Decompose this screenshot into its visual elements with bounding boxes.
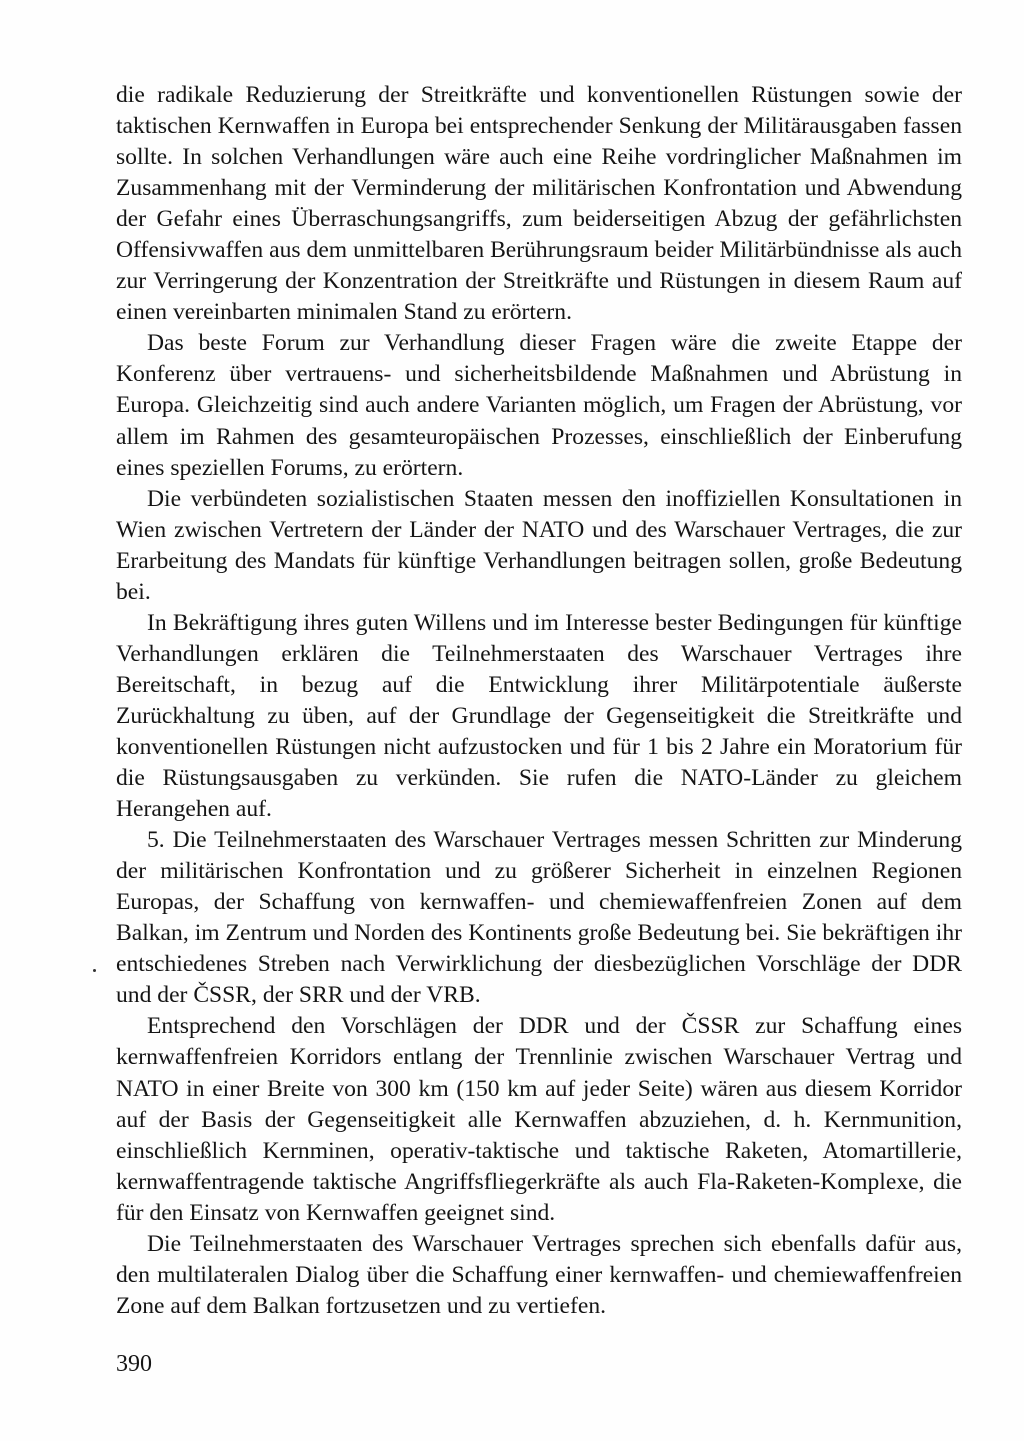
paragraph: Das beste Forum zur Verhandlung dieser Fragen wäre die zweite Etappe der Konferenz über vertrauens- und sicherheitsbildende Maßnahmen und Abrüstung in Europa. Gleichzeitig sind auch andere Varianten möglich, um Fragen der Abrüstung, vor allem im Rahmen des gesamteuropäischen Prozesses, einschließlich der Einberufung eines speziellen Forums, zu erörtern. [116, 330, 962, 481]
body-text [116, 80, 962, 1322]
paragraph: Entsprechend den Vorschlägen der DDR und der ČSSR zur Schaffung eines kernwaffenfreien Korridors entlang der Trennlinie zwischen Warschauer Vertrag und NATO in einer Breite von 300 km (150 km auf jeder Seite) wären aus diesem Korridor auf der Basis der Gegenseitigkeit alle Kernwaffen abzuziehen, d. h. Kernmunition, einschließlich Kernminen, operativ-taktische und taktische Raketen, Atomartillerie, kernwaffentragende taktische Angriffsfliegerkräfte als auch Fla-Raketen-Komplexe, die für den Einsatz von Kernwaffen geeignet sind. [116, 1013, 962, 1226]
paragraph: 5. Die Teilnehmerstaaten des Warschauer Vertrages messen Schritten zur Minderung der militärischen Konfrontation und zu größerer Sicherheit in einzelnen Regionen Europas, der Schaffung von kernwaffen- und chemiewaffenfreien Zonen auf dem Balkan, im Zentrum und Norden des Kontinents große Bedeutung bei. Sie bekräftigen ihr entschiedenes Streben nach Verwirklichung der diesbezüglichen Vorschläge der DDR und der ČSSR, der SRR und der VRB. [116, 827, 962, 1009]
paragraph: Die Teilnehmerstaaten des Warschauer Vertrages sprechen sich ebenfalls dafür aus, den multilateralen Dialog über die Schaffung einer kernwaffen- und chemiewaffenfreien Zone auf dem Balkan fortzusetzen und zu vertiefen. [116, 1230, 962, 1319]
paragraph: Die verbündeten sozialistischen Staaten messen den inoffiziellen Konsultationen in Wien zwischen Vertretern der Länder der NATO und des Warschauer Vertrages, die zur Erarbeitung des Mandats für künftige Verhandlungen beitragen sollen, große Bedeutung bei. [116, 485, 962, 605]
page-number: 390 [116, 1351, 152, 1377]
paragraph: In Bekräftigung ihres guten Willens und im Interesse bester Bedingungen für künftige Verhandlungen erklären die Teilnehmerstaaten des Warschauer Vertrages ihre Bereitschaft, in bezug auf die Entwicklung ihrer Militärpotentiale äußerste Zurückhaltung zu üben, auf der Grundlage der Gegenseitigkeit die Streitkräfte und konventionellen Rüstungen nicht aufzustocken und für 1 bis 2 Jahre ein Moratorium für die Rüstungsausgaben zu verkünden. Sie rufen die NATO-Länder zu gleichem Herangehen auf. [116, 609, 962, 823]
print-speck [93, 969, 96, 972]
paragraph: die radikale Reduzierung der Streitkräfte und konventionellen Rüstungen sowie der taktischen Kernwaffen in Europa bei entsprechender Senkung der Militärausgaben fassen sollte. In solchen Verhandlungen wäre auch eine Reihe vordringlicher Maßnahmen im Zusammenhang mit der Verminderung der militärischen Konfrontation und Abwendung der Gefahr eines Überraschungsangriffs, zum beiderseitigen Abzug der gefährlichsten Offensivwaffen aus dem unmittelbaren Berührungsraum beider Militärbündnisse als auch zur Verringerung der Konzentration der Streitkräfte und Rüstungen in diesem Raum auf einen vereinbarten minimalen Stand zu erörtern. [116, 82, 962, 326]
